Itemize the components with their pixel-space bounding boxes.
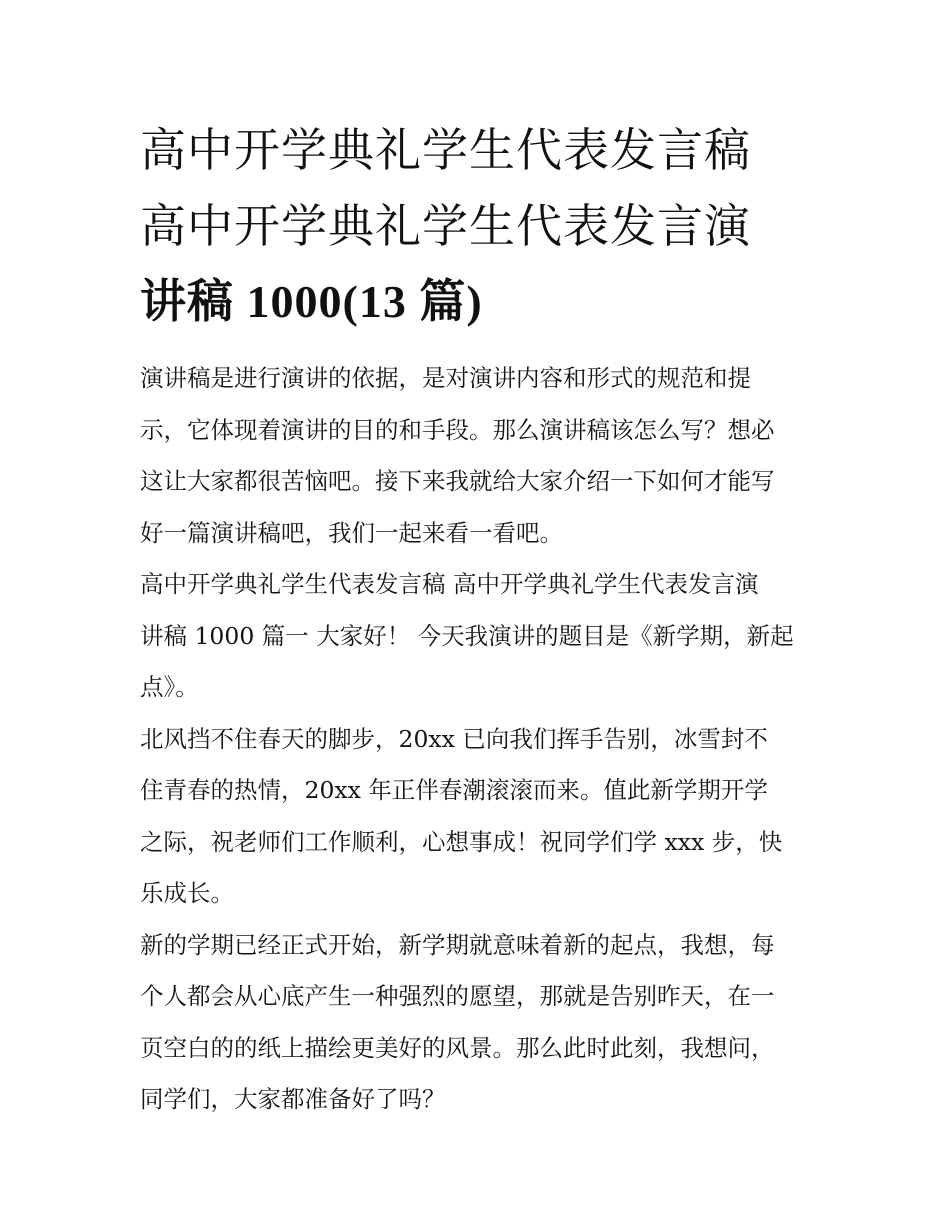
title-line: 高中开学典礼学生代表发言稿 [140,123,751,177]
text-line: 这让大家都很苦恼吧。接下来我就给大家介绍一下如何才能写 [140,467,775,495]
text-line: 乐成长。 [140,879,234,907]
title-line: 高中开学典礼学生代表发言演 [140,199,751,253]
text-line: 之际，祝老师们工作顺利，心想事成！祝同学们学 xxx 步，快 [140,827,783,856]
text-line: 个人都会从心底产生一种强烈的愿望，那就是告别昨天，在一 [140,982,775,1010]
title-line: 讲稿 1000(13 篇) [140,276,483,327]
text-line: 演讲稿是进行演讲的依据，是对演讲内容和形式的规范和提 [140,364,751,392]
document-body [140,353,820,1126]
text-line: 讲稿 1000 篇一 大家好！ 今天我演讲的题目是《新学期，新起 [140,621,794,650]
text-line: 同学们，大家都准备好了吗？ [140,1085,446,1113]
paragraph-greeting [140,714,820,920]
text-line: 示，它体现着演讲的目的和手段。那么演讲稿该怎么写？想必 [140,415,775,444]
text-line: 好一篇演讲稿吧，我们一起来看一看吧。 [140,518,563,547]
text-line: 北风挡不住春天的脚步，20xx 已向我们挥手告别，冰雪封不 [140,724,768,753]
text-line: 住青春的热情，20xx 年正伴春潮滚滚而来。值此新学期开学 [140,776,768,804]
text-line: 页空白的的纸上描绘更美好的风景。那么此时此刻，我想问， [140,1033,775,1062]
paragraph-new-term [140,920,820,1126]
paragraph-heading [140,559,820,714]
text-line: 点》。 [140,673,199,701]
document-title [140,112,820,340]
text-line: 新的学期已经正式开始，新学期就意味着新的起点，我想，每 [140,930,775,959]
text-line: 高中开学典礼学生代表发言稿 高中开学典礼学生代表发言演 [140,570,759,598]
paragraph-intro [140,353,820,559]
